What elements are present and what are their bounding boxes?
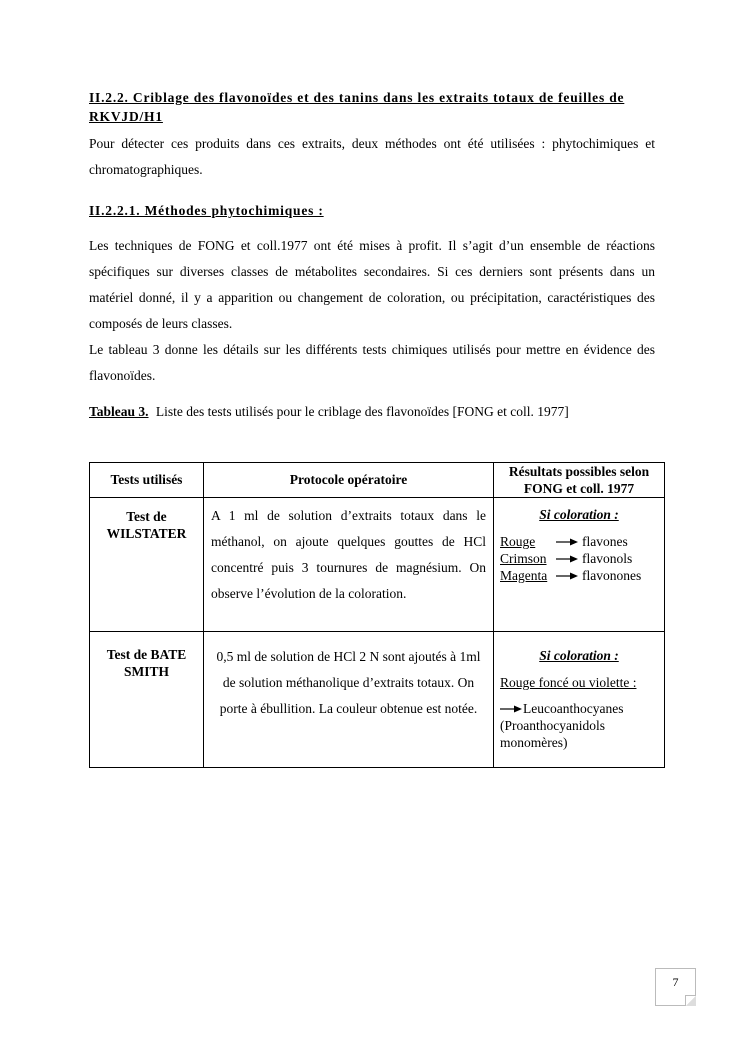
result-item [500, 700, 658, 717]
subsection-paragraph-2: Le tableau 3 donne les détails sur les différents tests chimiques utilisés pour mettre en évidence des flavonoïdes. [89, 342, 655, 383]
results-title: Si coloration : [539, 507, 619, 522]
header-tests: Tests utilisés [90, 463, 204, 498]
protocol-text: A 1 ml de solution d’extraits totaux dans le méthanol, on ajoute quelques gouttes de HCl concentré puis 3 tournures de magnésium. On observe l’évolution de la coloration. [211, 508, 486, 601]
results-title: Si coloration : [539, 648, 619, 663]
page-number-text: 7 [672, 975, 679, 989]
subsection-paragraph-1: Les techniques de FONG et coll.1977 ont été mises à profit. Il s’agit d’un ensemble de réactions spécifiques sur diverses classes de métabolites secondaires. Si ces derniers sont présents dans un matériel donné, il y a apparition ou changement de coloration, ou précipitation, caractéristiques des composés de leurs classes. [89, 238, 655, 331]
results-cell [494, 498, 664, 584]
test-name: Test de BATE SMITH [106, 647, 187, 679]
arrow-right-icon [556, 571, 578, 581]
flavonoid-tests-table [89, 462, 665, 768]
protocol-text: 0,5 ml de solution de HCl 2 N sont ajoutés à 1ml de solution méthanolique d’extraits totaux. On porte à ébullition. La couleur obtenue est notée. [216, 649, 481, 716]
result-item [500, 550, 658, 567]
result-compound: flavonones [582, 568, 642, 583]
table-caption [89, 399, 655, 425]
subsection-heading: II.2.2.1. Méthodes phytochimiques : [89, 203, 324, 218]
page-number [655, 968, 696, 1006]
result-note: (Proanthocyanidols monomères) [500, 718, 605, 750]
result-color: Magenta [500, 568, 548, 583]
result-compound: Leucoanthocyanes [523, 701, 624, 716]
table-row [90, 498, 665, 632]
result-color: Crimson [500, 551, 547, 566]
result-item [500, 567, 658, 584]
section-heading: II.2.2. Criblage des flavonoïdes et des tanins dans les extraits totaux de feuilles de RKVJD/H1 [89, 90, 625, 124]
result-compound: flavonols [582, 551, 633, 566]
result-compound: flavones [582, 534, 628, 549]
result-condition: Rouge foncé ou violette : [500, 675, 637, 690]
arrow-right-icon [556, 537, 578, 547]
result-item [500, 533, 658, 550]
table-caption-text: Liste des tests utilisés pour le criblage des flavonoïdes [FONG et coll. 1977] [155, 404, 569, 419]
page-fold-decoration [685, 995, 696, 1006]
arrow-right-icon [556, 554, 578, 564]
arrow-right-icon [500, 704, 522, 714]
table-caption-label: Tableau 3. [89, 404, 149, 419]
table-header-row [90, 463, 665, 498]
result-color: Rouge [500, 534, 536, 549]
test-name: Test de WILSTATER [106, 509, 187, 541]
header-results: Résultats possibles selon FONG et coll. 1977 [494, 463, 665, 498]
table-row [90, 632, 665, 768]
results-cell [494, 632, 664, 751]
header-protocol: Protocole opératoire [204, 463, 494, 498]
section-intro: Pour détecter ces produits dans ces extraits, deux méthodes ont été utilisées : phytochimiques et chromatographiques. [89, 136, 655, 177]
